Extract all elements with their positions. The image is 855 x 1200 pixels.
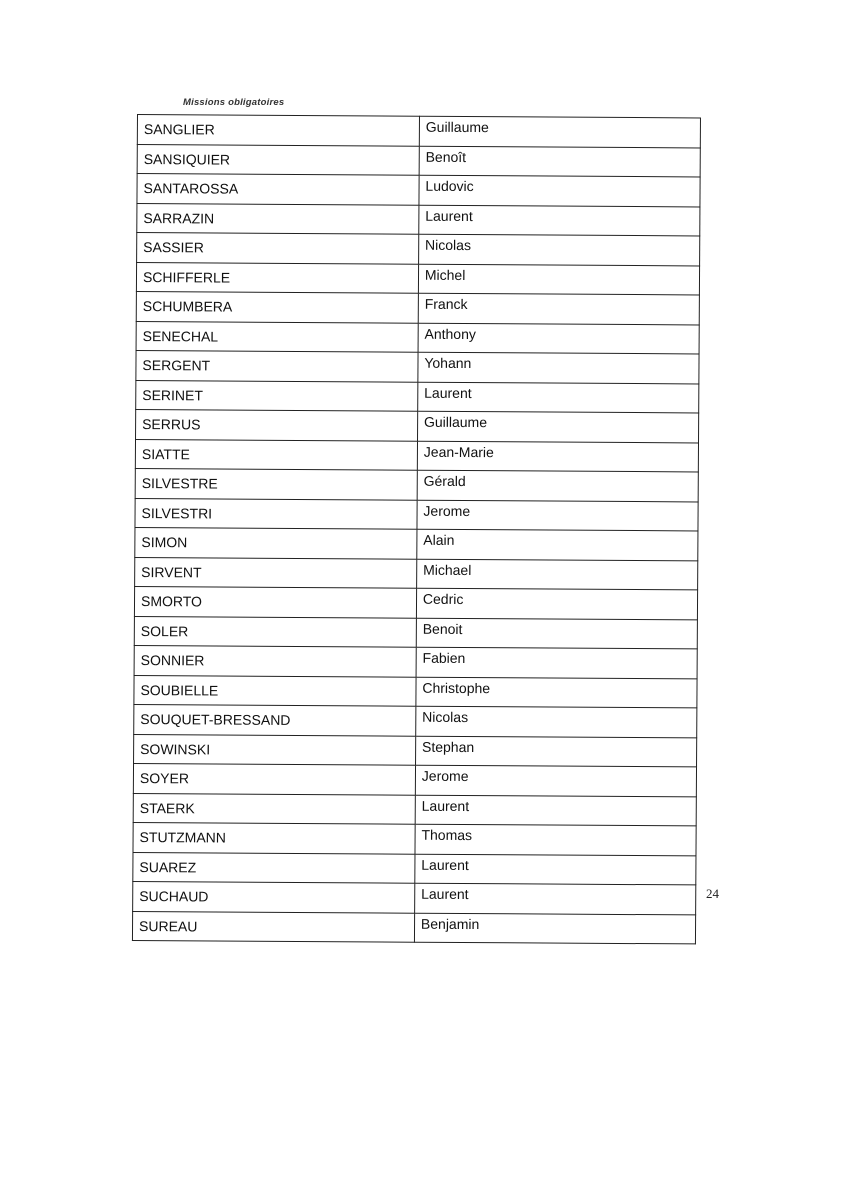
last-name-cell: SANSIQUIER (137, 144, 419, 175)
table-row (133, 793, 696, 826)
first-name-cell: Benjamin (414, 913, 695, 944)
last-name-cell: SILVESTRI (135, 498, 417, 529)
table-row (137, 115, 700, 148)
first-name-cell: Nicolas (418, 234, 699, 265)
table-row (136, 321, 699, 354)
table-row (134, 675, 697, 708)
table-row (134, 734, 697, 767)
last-name-cell: SERRUS (136, 409, 418, 440)
first-name-cell: Cedric (416, 588, 697, 619)
first-name-cell: Guillaume (417, 411, 698, 442)
last-name-cell: SANTAROSSA (137, 174, 419, 205)
last-name-cell: SIMON (135, 527, 417, 558)
last-name-cell: SIATTE (135, 439, 417, 470)
first-name-cell: Yohann (418, 352, 699, 383)
last-name-cell: SOUBIELLE (134, 675, 416, 706)
first-name-cell: Benoît (419, 146, 700, 177)
table-row (132, 911, 695, 944)
table-row (135, 439, 698, 472)
last-name-cell: SANGLIER (137, 115, 419, 146)
last-name-cell: SOWINSKI (134, 734, 416, 765)
table-row (136, 380, 699, 413)
first-name-cell: Franck (418, 293, 699, 324)
table-row (136, 409, 699, 442)
table-row (133, 763, 696, 796)
first-name-cell: Fabien (416, 647, 697, 678)
table-row (136, 291, 699, 324)
first-name-cell: Alain (417, 529, 698, 560)
first-name-cell: Laurent (415, 795, 696, 826)
first-name-cell: Jerome (415, 765, 696, 796)
last-name-cell: STUTZMANN (133, 822, 415, 853)
last-name-cell: SOYER (133, 763, 415, 794)
table-row (133, 881, 696, 914)
last-name-cell: SONNIER (134, 645, 416, 676)
first-name-cell: Christophe (416, 677, 697, 708)
table-row (133, 822, 696, 855)
table-row (134, 645, 697, 678)
last-name-cell: SUCHAUD (133, 881, 415, 912)
last-name-cell: SUAREZ (133, 852, 415, 883)
table-row (135, 498, 698, 531)
table-row (134, 586, 697, 619)
first-name-cell: Laurent (418, 382, 699, 413)
table-row (133, 852, 696, 885)
last-name-cell: SOUQUET-BRESSAND (134, 704, 416, 735)
last-name-cell: SENECHAL (136, 321, 418, 352)
last-name-cell: SUREAU (132, 911, 414, 942)
table-row (135, 557, 698, 590)
first-name-cell: Jean-Marie (417, 441, 698, 472)
table-row (134, 616, 697, 649)
last-name-cell: SILVESTRE (135, 468, 417, 499)
first-name-cell: Stephan (415, 736, 696, 767)
table-row (137, 144, 700, 177)
table-row (137, 174, 700, 207)
last-name-cell: SERINET (136, 380, 418, 411)
names-table-body (132, 115, 700, 944)
last-name-cell: SIRVENT (135, 557, 417, 588)
last-name-cell: SASSIER (137, 233, 419, 264)
first-name-cell: Laurent (419, 205, 700, 236)
first-name-cell: Ludovic (419, 175, 700, 206)
table-row (136, 262, 699, 295)
table-row (135, 468, 698, 501)
first-name-cell: Benoit (416, 618, 697, 649)
table-row (135, 527, 698, 560)
last-name-cell: SARRAZIN (137, 203, 419, 234)
first-name-cell: Thomas (415, 824, 696, 855)
table-row (137, 233, 700, 266)
page-header: Missions obligatoires (183, 97, 285, 108)
table-row (134, 704, 697, 737)
first-name-cell: Michel (418, 264, 699, 295)
names-table (132, 114, 701, 944)
last-name-cell: SOLER (134, 616, 416, 647)
last-name-cell: STAERK (133, 793, 415, 824)
first-name-cell: Laurent (415, 883, 696, 914)
first-name-cell: Jerome (417, 500, 698, 531)
first-name-cell: Gérald (417, 470, 698, 501)
first-name-cell: Anthony (418, 323, 699, 354)
last-name-cell: SCHUMBERA (136, 291, 418, 322)
table-row (137, 203, 700, 236)
table-row (136, 350, 699, 383)
last-name-cell: SCHIFFERLE (136, 262, 418, 293)
first-name-cell: Laurent (415, 854, 696, 885)
first-name-cell: Guillaume (419, 116, 700, 147)
last-name-cell: SMORTO (134, 586, 416, 617)
page-number: 24 (706, 886, 719, 901)
first-name-cell: Nicolas (416, 706, 697, 737)
first-name-cell: Michael (416, 559, 697, 590)
last-name-cell: SERGENT (136, 350, 418, 381)
